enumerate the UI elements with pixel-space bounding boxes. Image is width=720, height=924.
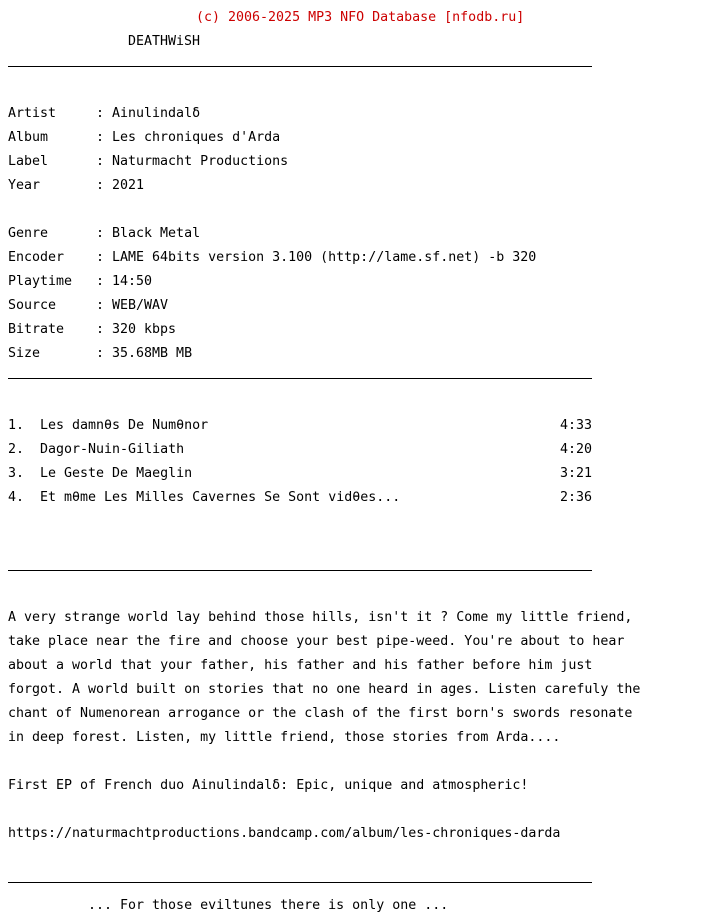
track-title: Les damnθs De Numθnor: [40, 418, 209, 433]
track-title: Et mθme Les Milles Cavernes Se Sont vidθes...: [40, 490, 401, 505]
release-note: First EP of French duo Ainulindalδ: Epic, unique and atmospheric!: [8, 778, 529, 793]
divider: [8, 564, 640, 576]
field-separator: :: [96, 154, 113, 169]
tech-playtime-row: [8, 276, 640, 288]
field-label: Source: [8, 298, 57, 313]
description-line: take place near the fire and choose your best pipe-weed. You're about to hear: [8, 634, 625, 649]
field-label: Artist: [8, 106, 57, 121]
field-value: Naturmacht Productions: [112, 154, 289, 169]
field-label: Size: [8, 346, 41, 361]
blank-line: [8, 540, 640, 552]
field-label: Year: [8, 178, 41, 193]
field-value: Black Metal: [112, 226, 201, 241]
field-separator: :: [96, 274, 113, 289]
blank-line: [8, 516, 640, 528]
field-label: Genre: [8, 226, 49, 241]
track-duration: 4:20: [559, 442, 592, 457]
field-separator: :: [96, 130, 113, 145]
field-value: 320 kbps: [112, 322, 177, 337]
description-line: forgot. A world built on stories that no one heard in ages. Listen carefuly the: [8, 682, 641, 697]
blank-line: [8, 204, 640, 216]
field-label: Playtime: [8, 274, 73, 289]
track-title: Le Geste De Maeglin: [40, 466, 193, 481]
divider: [8, 372, 640, 384]
field-separator: :: [96, 226, 113, 241]
track-number: 1.: [8, 418, 25, 433]
tech-size-row: [8, 348, 640, 360]
field-label: Bitrate: [8, 322, 65, 337]
field-value: Ainulindalδ: [112, 106, 201, 121]
copyright-text: (c) 2006-2025 MP3 NFO Database [nfodb.ru]: [196, 10, 525, 25]
track-number: 4.: [8, 490, 25, 505]
track-duration: 3:21: [559, 466, 592, 481]
field-separator: :: [96, 250, 113, 265]
field-separator: :: [96, 298, 113, 313]
field-value: 14:50: [112, 274, 153, 289]
tech-bitrate-row: [8, 324, 640, 336]
track-row: [8, 444, 592, 456]
track-duration: 2:36: [559, 490, 592, 505]
track-number: 3.: [8, 466, 25, 481]
track-title: Dagor-Nuin-Giliath: [40, 442, 185, 457]
field-value: 2021: [112, 178, 145, 193]
blank-line: [8, 396, 640, 408]
description-line: about a world that your father, his father and his father before him just: [8, 658, 593, 673]
nfo-document: [8, 0, 640, 924]
field-separator: :: [96, 346, 113, 361]
description-line: chant of Numenorean arrogance or the clash of the first born's swords resonate: [8, 706, 633, 721]
group-name: DEATHWiSH: [128, 34, 201, 49]
copyright-line: [8, 12, 640, 24]
track-number: 2.: [8, 442, 25, 457]
bandcamp-url: https://naturmachtproductions.bandcamp.com/album/les-chroniques-darda: [8, 826, 561, 841]
track-row: [8, 468, 592, 480]
footer-line: [8, 900, 640, 912]
field-label: Label: [8, 154, 49, 169]
description-line: in deep forest. Listen, my little friend, those stories from Arda....: [8, 730, 561, 745]
tech-genre-row: [8, 228, 640, 240]
divider: [8, 60, 640, 72]
track-duration: 4:33: [559, 418, 592, 433]
field-label: Encoder: [8, 250, 65, 265]
blank-line: [8, 756, 640, 768]
blank-line: [8, 804, 640, 816]
divider: [8, 876, 640, 888]
blank-line: [8, 84, 640, 96]
field-separator: :: [96, 106, 113, 121]
footer-text: ... For those eviltunes there is only one ...: [88, 898, 449, 913]
track-row: [8, 492, 592, 504]
field-value: LAME 64bits version 3.100 (http://lame.sf.net) -b 320: [112, 250, 537, 265]
field-value: WEB/WAV: [112, 298, 169, 313]
blank-line: [8, 852, 640, 864]
tech-encoder-row: [8, 252, 640, 264]
group-name-line: [8, 36, 640, 48]
tech-source-row: [8, 300, 640, 312]
release-album-row: [8, 132, 640, 144]
field-separator: :: [96, 322, 113, 337]
release-year-row: [8, 180, 640, 192]
blank-line: [8, 588, 640, 600]
field-label: Album: [8, 130, 49, 145]
track-row: [8, 420, 592, 432]
release-artist-row: [8, 108, 640, 120]
description-line: A very strange world lay behind those hills, isn't it ? Come my little friend,: [8, 610, 633, 625]
field-value: Les chroniques d'Arda: [112, 130, 281, 145]
field-separator: :: [96, 178, 113, 193]
field-value: 35.68MB MB: [112, 346, 193, 361]
release-label-row: [8, 156, 640, 168]
